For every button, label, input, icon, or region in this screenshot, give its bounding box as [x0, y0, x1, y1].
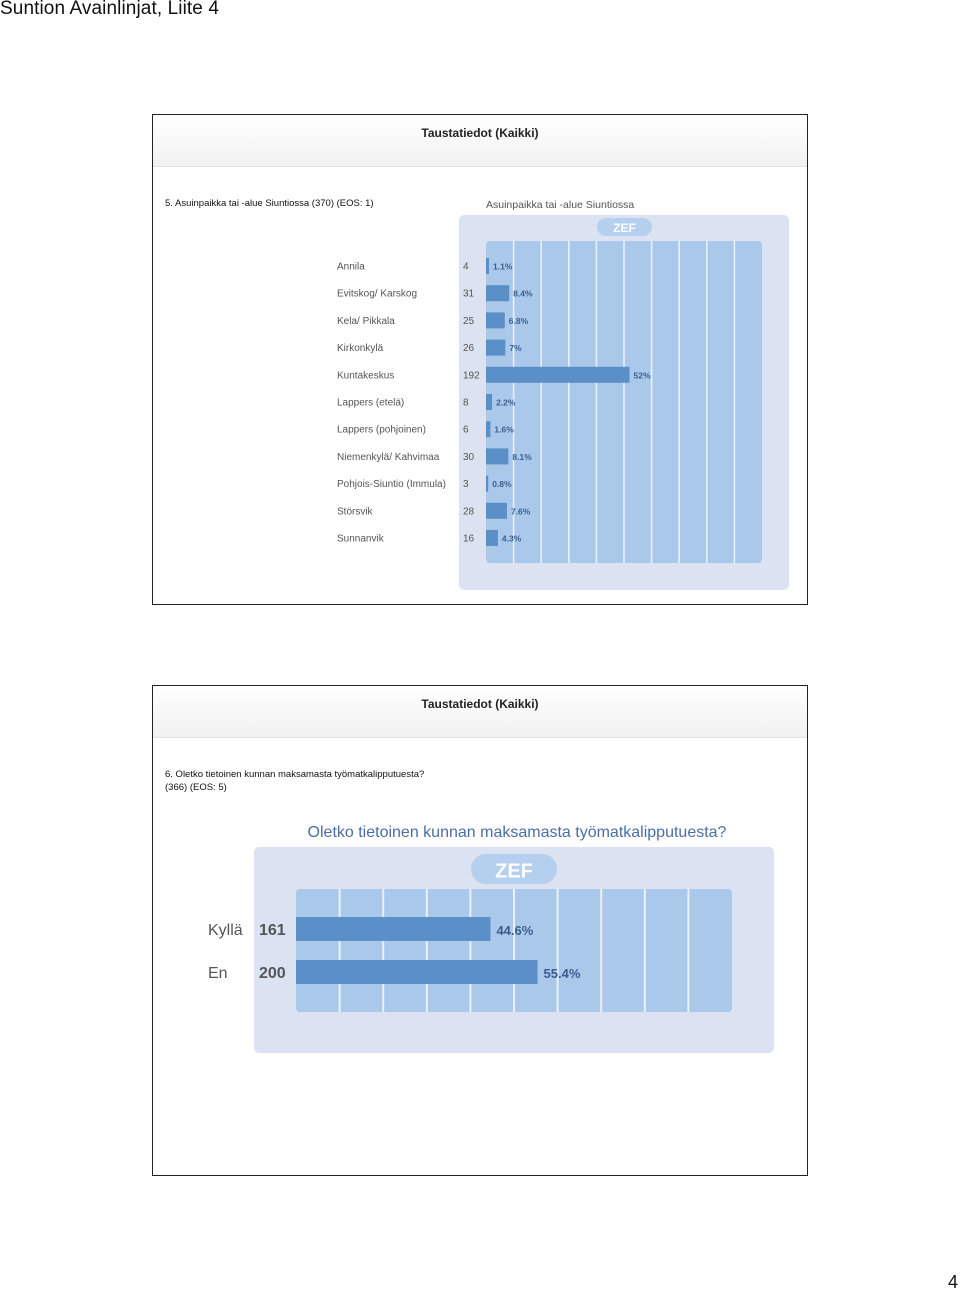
percent-label: 7% — [509, 343, 522, 354]
category-label: Kirkonkylä — [337, 343, 384, 355]
count-label: 3 — [463, 479, 469, 491]
count-label: 31 — [463, 288, 475, 300]
bar — [486, 476, 488, 492]
residence-bar-chart — [153, 115, 807, 604]
slide-residence — [152, 114, 808, 605]
count-label: 28 — [463, 506, 475, 518]
bar — [486, 394, 492, 410]
question-count: (366) (EOS: 5) — [165, 782, 227, 793]
count-label: 26 — [463, 343, 475, 355]
bar — [486, 421, 490, 437]
bar — [296, 960, 538, 984]
slide-title: Taustatiedot (Kaikki) — [421, 126, 539, 140]
category-label: Niemenkylä/ Kahvimaa — [337, 451, 440, 463]
percent-label: 1.6% — [494, 424, 514, 435]
ticket-subsidy-bar-chart — [153, 686, 807, 1175]
percent-label: 44.6% — [496, 923, 534, 938]
percent-label: 1.1% — [493, 261, 513, 272]
count-label: 6 — [463, 424, 469, 436]
category-label: Störsvik — [337, 506, 373, 518]
category-label: Kyllä — [208, 922, 243, 939]
percent-label: 52% — [633, 370, 651, 381]
category-label: Evitskog/ Karskog — [337, 288, 418, 300]
bar — [486, 448, 508, 464]
percent-label: 8.1% — [512, 451, 532, 462]
zef-badge-text: ZEF — [613, 221, 636, 236]
category-label: Pohjois-Siuntio (Immula) — [337, 479, 446, 491]
bar — [486, 503, 507, 519]
bar — [486, 258, 489, 274]
category-label: Sunnanvik — [337, 533, 384, 545]
bar — [486, 367, 630, 383]
zef-badge-text: ZEF — [495, 860, 533, 883]
bar — [486, 340, 505, 356]
slide-title: Taustatiedot (Kaikki) — [421, 697, 539, 711]
category-label: Lappers (etelä) — [337, 397, 405, 409]
percent-label: 2.2% — [496, 397, 516, 408]
count-label: 30 — [463, 451, 475, 463]
bar — [486, 312, 505, 328]
percent-label: 55.4% — [543, 966, 581, 981]
count-label: 200 — [259, 965, 286, 982]
category-label: Kela/ Pikkala — [337, 315, 395, 327]
percent-label: 6.8% — [508, 315, 529, 326]
question-text: 5. Asuinpaikka tai -alue Siuntiossa (370) (EOS: 1) — [165, 198, 374, 209]
slide-ticket-subsidy — [152, 685, 808, 1176]
chart-title: Asuinpaikka tai -alue Siuntiossa — [486, 199, 635, 211]
document-header: Suntion Avainlinjat, Liite 4 — [0, 0, 219, 19]
count-label: 4 — [463, 261, 469, 273]
percent-label: 7.6% — [510, 506, 531, 517]
category-label: En — [208, 965, 228, 982]
category-label: Lappers (pohjoinen) — [337, 424, 426, 436]
percent-label: 8.4% — [513, 288, 533, 299]
category-label: Kuntakeskus — [337, 370, 395, 382]
percent-label: 4.3% — [501, 533, 522, 544]
count-label: 161 — [259, 922, 286, 939]
count-label: 16 — [463, 533, 475, 545]
question-line: 6. Oletko tietoinen kunnan maksamasta työmatkalipputuesta? — [165, 769, 425, 780]
count-label: 8 — [463, 397, 469, 409]
count-label: 25 — [463, 315, 475, 327]
chart-title: Oletko tietoinen kunnan maksamasta työmatkalipputuesta? — [307, 824, 727, 841]
bar — [296, 917, 490, 941]
bar — [486, 530, 498, 546]
count-label: 192 — [463, 370, 480, 382]
category-label: Annila — [337, 261, 365, 273]
page-number: 4 — [947, 1272, 958, 1292]
bar — [486, 285, 509, 301]
percent-label: 0.8% — [492, 479, 512, 490]
